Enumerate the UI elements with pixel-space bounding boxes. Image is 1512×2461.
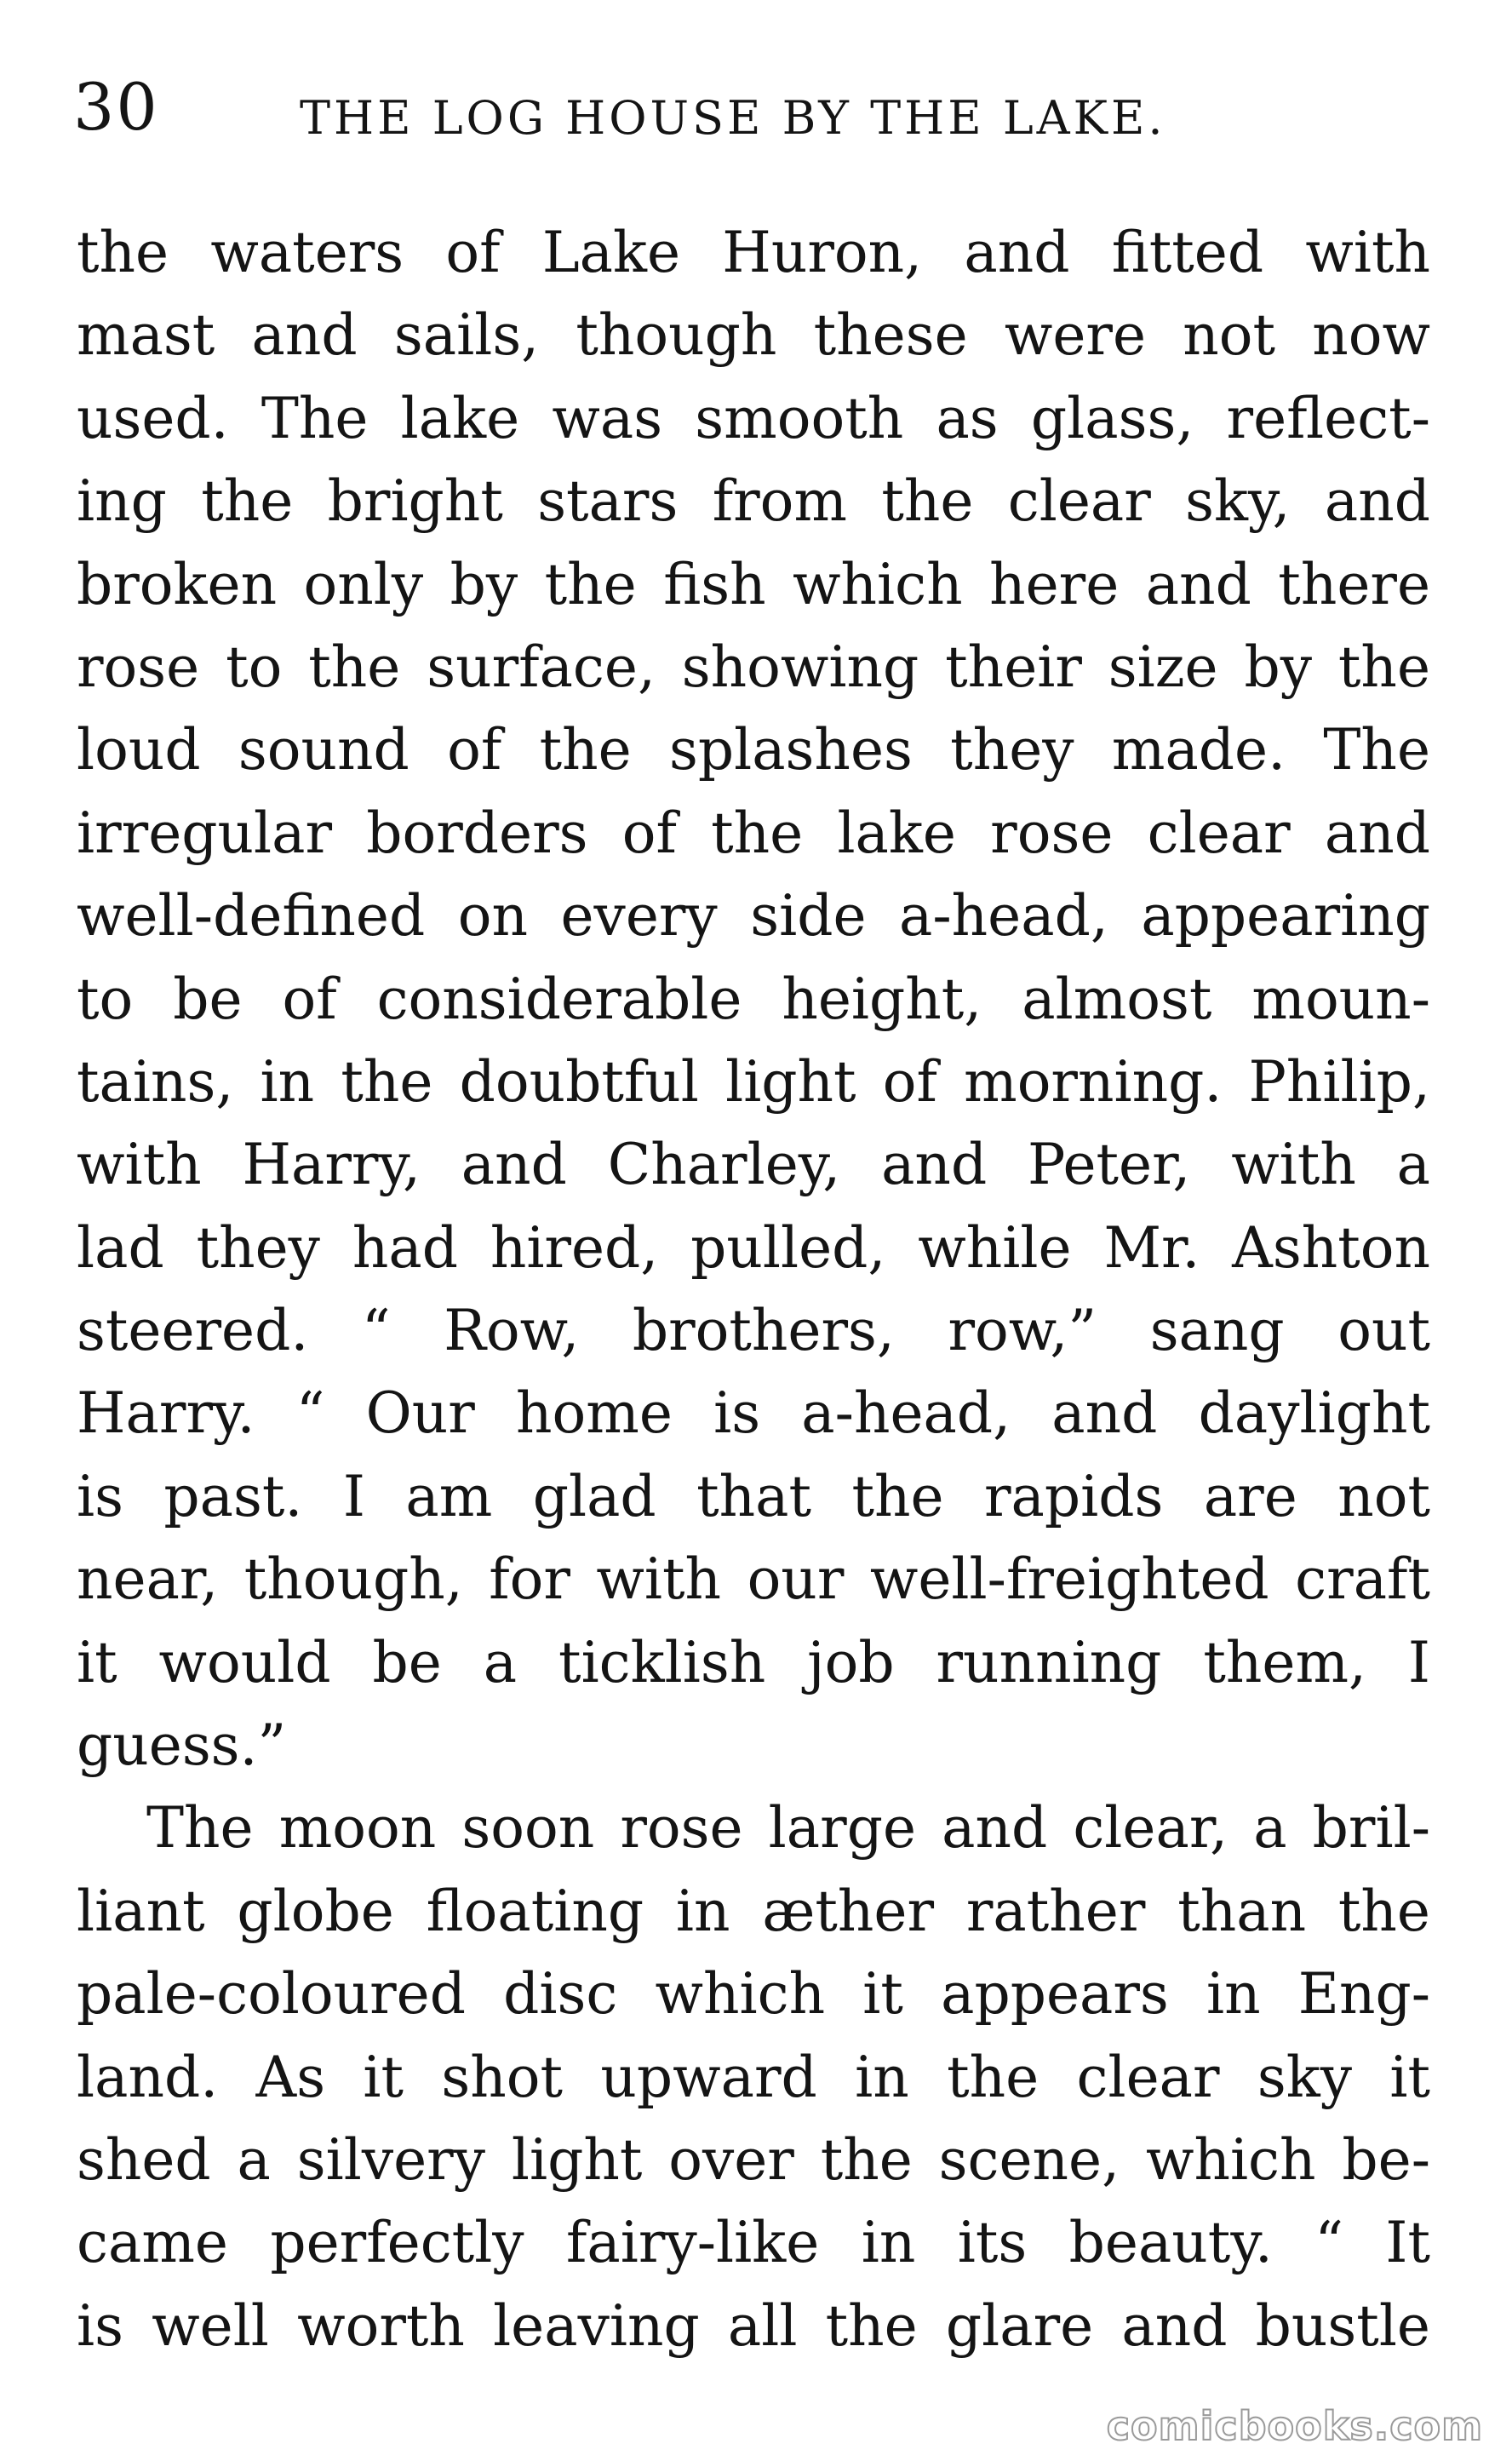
text-line: is well worth leaving all the glare and bustle [77, 2292, 1430, 2359]
text-line: liant globe floating in æther rather than the [77, 1878, 1430, 1944]
text-line: came perfectly fairy-like in its beauty. “ It [77, 2210, 1430, 2276]
text-line: rose to the surface, showing their size by the [77, 634, 1430, 700]
text-line: Harry. “ Our home is a-head, and daylight [77, 1380, 1430, 1447]
paragraph-end-line: guess.” [77, 1712, 287, 1779]
text-line: steered. “ Row, brothers, row,” sang out [77, 1298, 1430, 1364]
text-line: is past. I am glad that the rapids are not [77, 1463, 1430, 1529]
watermark: comicbooks.com [1106, 2403, 1483, 2449]
text-line: mast and sails, though these were not now [77, 302, 1430, 369]
text-line: lad they had hired, pulled, while Mr. Ashton [77, 1214, 1430, 1281]
running-head [0, 0, 1512, 170]
body-text [77, 211, 1430, 2367]
text-line: ing the bright stars from the clear sky, and [77, 468, 1430, 535]
text-line: with Harry, and Charley, and Peter, with a [77, 1132, 1430, 1198]
text-line: well-defined on every side a-head, appearing [77, 883, 1430, 949]
text-line: loud sound of the splashes they made. The [77, 717, 1430, 783]
text-line: near, though, for with our well-freighted craft [77, 1546, 1430, 1613]
text-line: it would be a ticklish job running them, I [77, 1629, 1430, 1695]
text-line: land. As it shot upward in the clear sky it [77, 2044, 1430, 2110]
text-line: shed a silvery light over the scene, which be- [77, 2126, 1430, 2193]
running-title: THE LOG HOUSE BY THE LAKE. [300, 91, 1166, 145]
text-line: irregular borders of the lake rose clear and [77, 800, 1430, 866]
text-line: the waters of Lake Huron, and fitted with [77, 220, 1430, 285]
text-line: tains, in the doubtful light of morning. Philip, [77, 1048, 1430, 1115]
text-line: pale-coloured disc which it appears in Eng- [77, 1961, 1430, 2028]
text-line: to be of considerable height, almost moun- [77, 966, 1430, 1032]
text-line: used. The lake was smooth as glass, reflect- [77, 385, 1430, 451]
text-line: broken only by the fish which here and there [77, 551, 1430, 617]
page-number: 30 [73, 69, 159, 145]
paragraph-first-line: The moon soon rose large and clear, a bril- [146, 1795, 1430, 1862]
